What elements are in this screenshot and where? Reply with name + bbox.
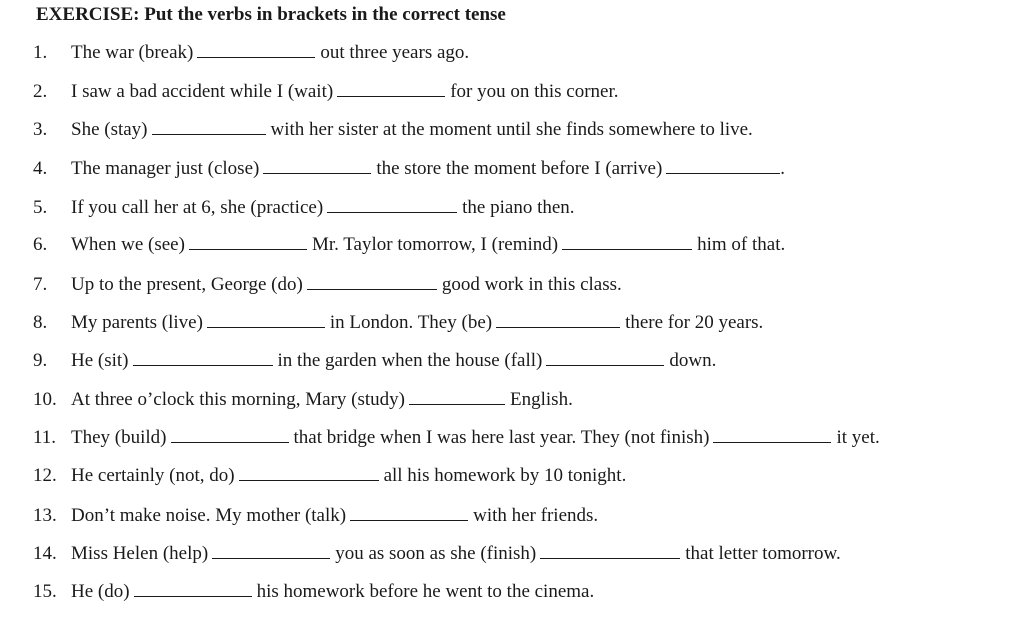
- exercise-title: EXERCISE: Put the verbs in brackets in the correct tense: [36, 4, 506, 25]
- item-text: there for 20 years.: [625, 312, 764, 333]
- answer-blank[interactable]: [212, 543, 330, 559]
- item-text: .: [780, 158, 786, 179]
- exercise-item: [33, 312, 763, 334]
- item-text: with her sister at the moment until she finds somewhere to live.: [270, 119, 753, 140]
- item-text: They (build): [71, 427, 167, 448]
- item-number: 5.: [33, 197, 48, 218]
- item-text: it yet.: [836, 427, 880, 448]
- item-text: He (sit): [71, 350, 129, 371]
- item-number: 10.: [33, 389, 57, 410]
- exercise-item: [33, 465, 626, 487]
- item-text: Don’t make noise. My mother (talk): [71, 505, 347, 526]
- item-number: 3.: [33, 119, 48, 140]
- answer-blank[interactable]: [133, 350, 273, 366]
- answer-blank[interactable]: [546, 350, 664, 366]
- answer-blank[interactable]: [409, 389, 505, 405]
- item-text: his homework before he went to the cinema.: [256, 581, 595, 602]
- answer-blank[interactable]: [171, 427, 289, 443]
- answer-blank[interactable]: [197, 42, 315, 58]
- item-text: Mr. Taylor tomorrow, I (remind): [311, 234, 559, 255]
- exercise-item: [33, 543, 841, 565]
- item-text: The manager just (close): [71, 158, 260, 179]
- item-text: He (do): [71, 581, 130, 602]
- item-text: the piano then.: [462, 197, 575, 218]
- item-text: that bridge when I was here last year. They (not finish): [293, 427, 710, 448]
- item-text: all his homework by 10 tonight.: [383, 465, 627, 486]
- exercise-item: [33, 119, 753, 141]
- item-text: in the garden when the house (fall): [277, 350, 543, 371]
- item-text: him of that.: [697, 234, 786, 255]
- item-text: for you on this corner.: [450, 81, 619, 102]
- item-text: English.: [510, 389, 573, 410]
- item-number: 6.: [33, 234, 48, 255]
- item-number: 2.: [33, 81, 48, 102]
- answer-blank[interactable]: [207, 312, 325, 328]
- item-text: down.: [669, 350, 717, 371]
- item-text: in London. They (be): [329, 312, 493, 333]
- item-text: Up to the present, George (do): [71, 274, 303, 295]
- item-text: The war (break): [71, 42, 194, 63]
- answer-blank[interactable]: [327, 197, 457, 213]
- exercise-item: [33, 389, 573, 411]
- item-number: 7.: [33, 274, 48, 295]
- item-text: with her friends.: [473, 505, 599, 526]
- item-text: At three o’clock this morning, Mary (study): [71, 389, 406, 410]
- item-number: 1.: [33, 42, 48, 63]
- exercise-item: [33, 81, 619, 103]
- item-number: 11.: [33, 427, 57, 448]
- exercise-item: [33, 581, 594, 603]
- exercise-item: [33, 427, 880, 449]
- item-number: 12.: [33, 465, 57, 486]
- item-number: 13.: [33, 505, 57, 526]
- answer-blank[interactable]: [307, 274, 437, 290]
- answer-blank[interactable]: [713, 427, 831, 443]
- item-text: out three years ago.: [320, 42, 470, 63]
- answer-blank[interactable]: [239, 465, 379, 481]
- answer-blank[interactable]: [134, 581, 252, 597]
- answer-blank[interactable]: [263, 158, 371, 174]
- answer-blank[interactable]: [562, 234, 692, 250]
- answer-blank[interactable]: [666, 158, 780, 174]
- item-text: He certainly (not, do): [71, 465, 235, 486]
- answer-blank[interactable]: [350, 505, 468, 521]
- item-text: that letter tomorrow.: [685, 543, 841, 564]
- item-text: If you call her at 6, she (practice): [71, 197, 324, 218]
- answer-blank[interactable]: [152, 119, 266, 135]
- exercise-item: [33, 197, 575, 219]
- exercise-item: [33, 505, 598, 527]
- item-text: Miss Helen (help): [71, 543, 209, 564]
- item-number: 15.: [33, 581, 57, 602]
- item-text: I saw a bad accident while I (wait): [71, 81, 334, 102]
- item-text: you as soon as she (finish): [335, 543, 537, 564]
- item-number: 14.: [33, 543, 57, 564]
- answer-blank[interactable]: [189, 234, 307, 250]
- exercise-item: [33, 158, 785, 180]
- item-text: the store the moment before I (arrive): [376, 158, 663, 179]
- item-number: 9.: [33, 350, 48, 371]
- exercise-item: [33, 234, 785, 256]
- item-text: She (stay): [71, 119, 148, 140]
- item-text: My parents (live): [71, 312, 203, 333]
- exercise-item: [33, 350, 716, 372]
- exercise-item: [33, 42, 469, 64]
- answer-blank[interactable]: [540, 543, 680, 559]
- item-number: 4.: [33, 158, 48, 179]
- answer-blank[interactable]: [337, 81, 445, 97]
- item-number: 8.: [33, 312, 48, 333]
- item-text: When we (see): [71, 234, 185, 255]
- item-text: good work in this class.: [441, 274, 622, 295]
- exercise-item: [33, 274, 622, 296]
- answer-blank[interactable]: [496, 312, 620, 328]
